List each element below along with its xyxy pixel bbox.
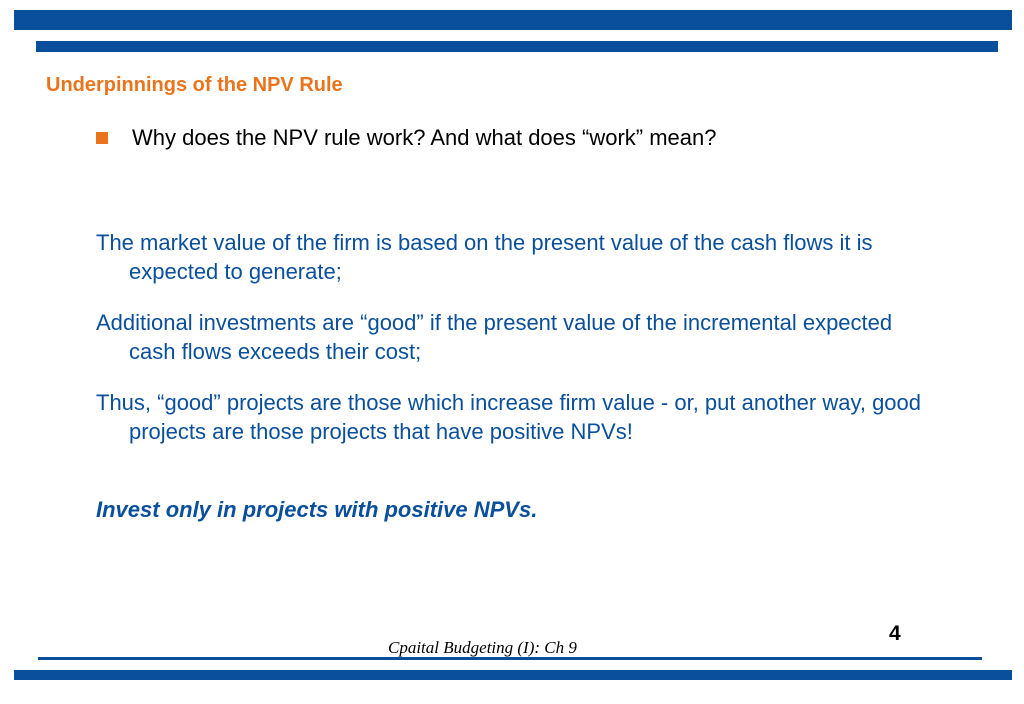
header-bar-thin [36,41,998,52]
square-bullet-icon [96,132,108,144]
paragraph-additional-investments: Additional investments are “good” if the present value of the incremental expected cash flows exceeds their cost; [96,310,893,364]
slide-title: Underpinnings of the NPV Rule [46,74,343,96]
bullet-text: Why does the NPV rule work? And what does “work” mean? [132,125,717,150]
footer-bar [14,670,1012,680]
conclusion-text: Invest only in projects with positive NPVs. [96,497,538,522]
paragraph-market-value: The market value of the firm is based on the present value of the cash flows it is expected to generate; [96,230,873,284]
page-number: 4 [889,622,901,645]
header-bar-thick [14,10,1012,30]
footer-text: Cpaital Budgeting (I): Ch 9 [388,638,577,657]
paragraph-good-projects: Thus, “good” projects are those which increase firm value - or, put another way, good projects are those projects that have positive NPVs! [96,390,922,444]
bullet-item [96,125,717,151]
footer-rule [38,657,982,660]
